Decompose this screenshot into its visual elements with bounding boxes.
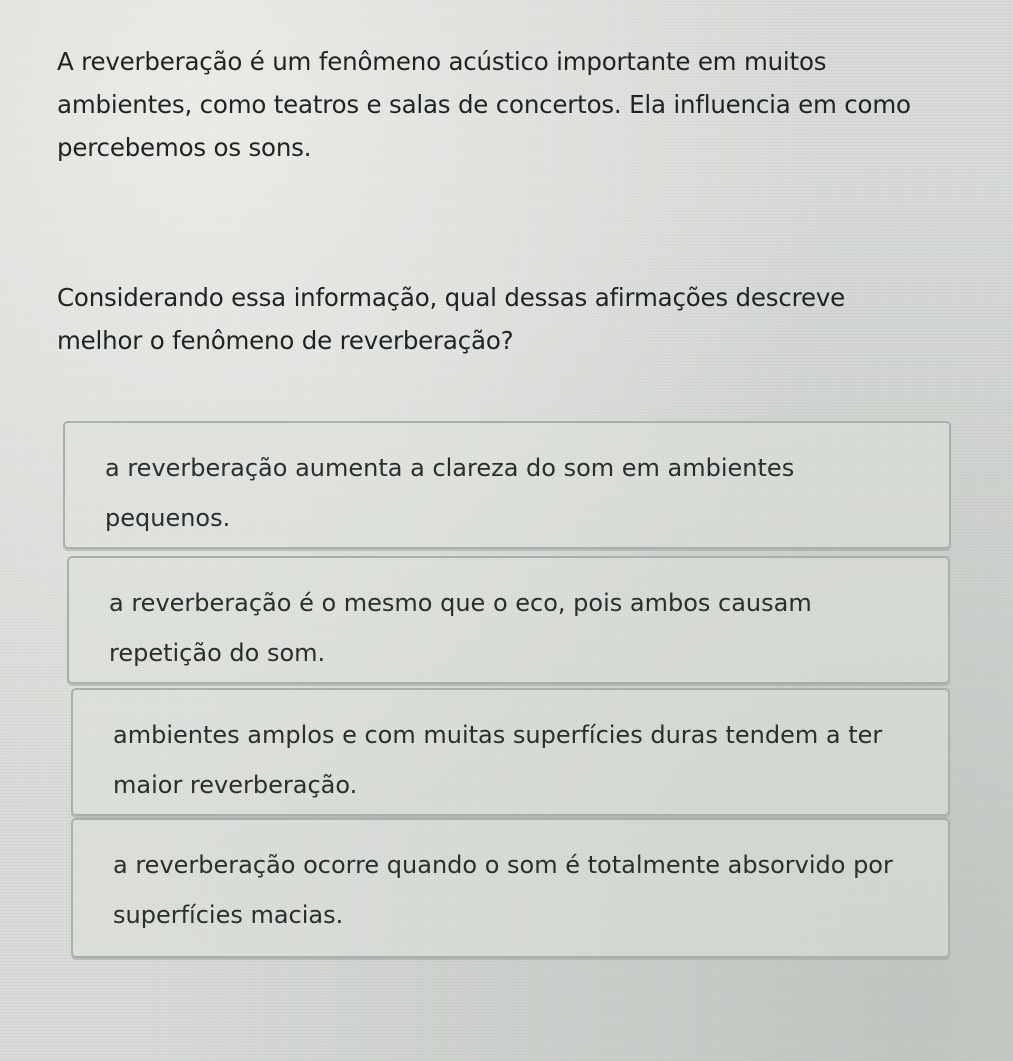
answer-option[interactable]: ambientes amplos e com muitas superfícies duras tendem a ter maior reverberação.	[71, 688, 950, 816]
question-prompt: Considerando essa informação, qual dessas afirmações descreve melhor o fenômeno de reverberação?	[57, 283, 845, 355]
answer-option[interactable]: a reverberação é o mesmo que o eco, pois ambos causam repetição do som.	[67, 556, 950, 684]
question-intro: A reverberação é um fenômeno acústico importante em muitos ambientes, como teatros e salas de concertos. Ela influencia em como percebemos os sons.	[57, 47, 911, 162]
answer-option[interactable]: a reverberação ocorre quando o som é totalmente absorvido por superfícies macias.	[71, 818, 950, 958]
answer-option[interactable]: a reverberação aumenta a clareza do som em ambientes pequenos.	[63, 421, 951, 549]
